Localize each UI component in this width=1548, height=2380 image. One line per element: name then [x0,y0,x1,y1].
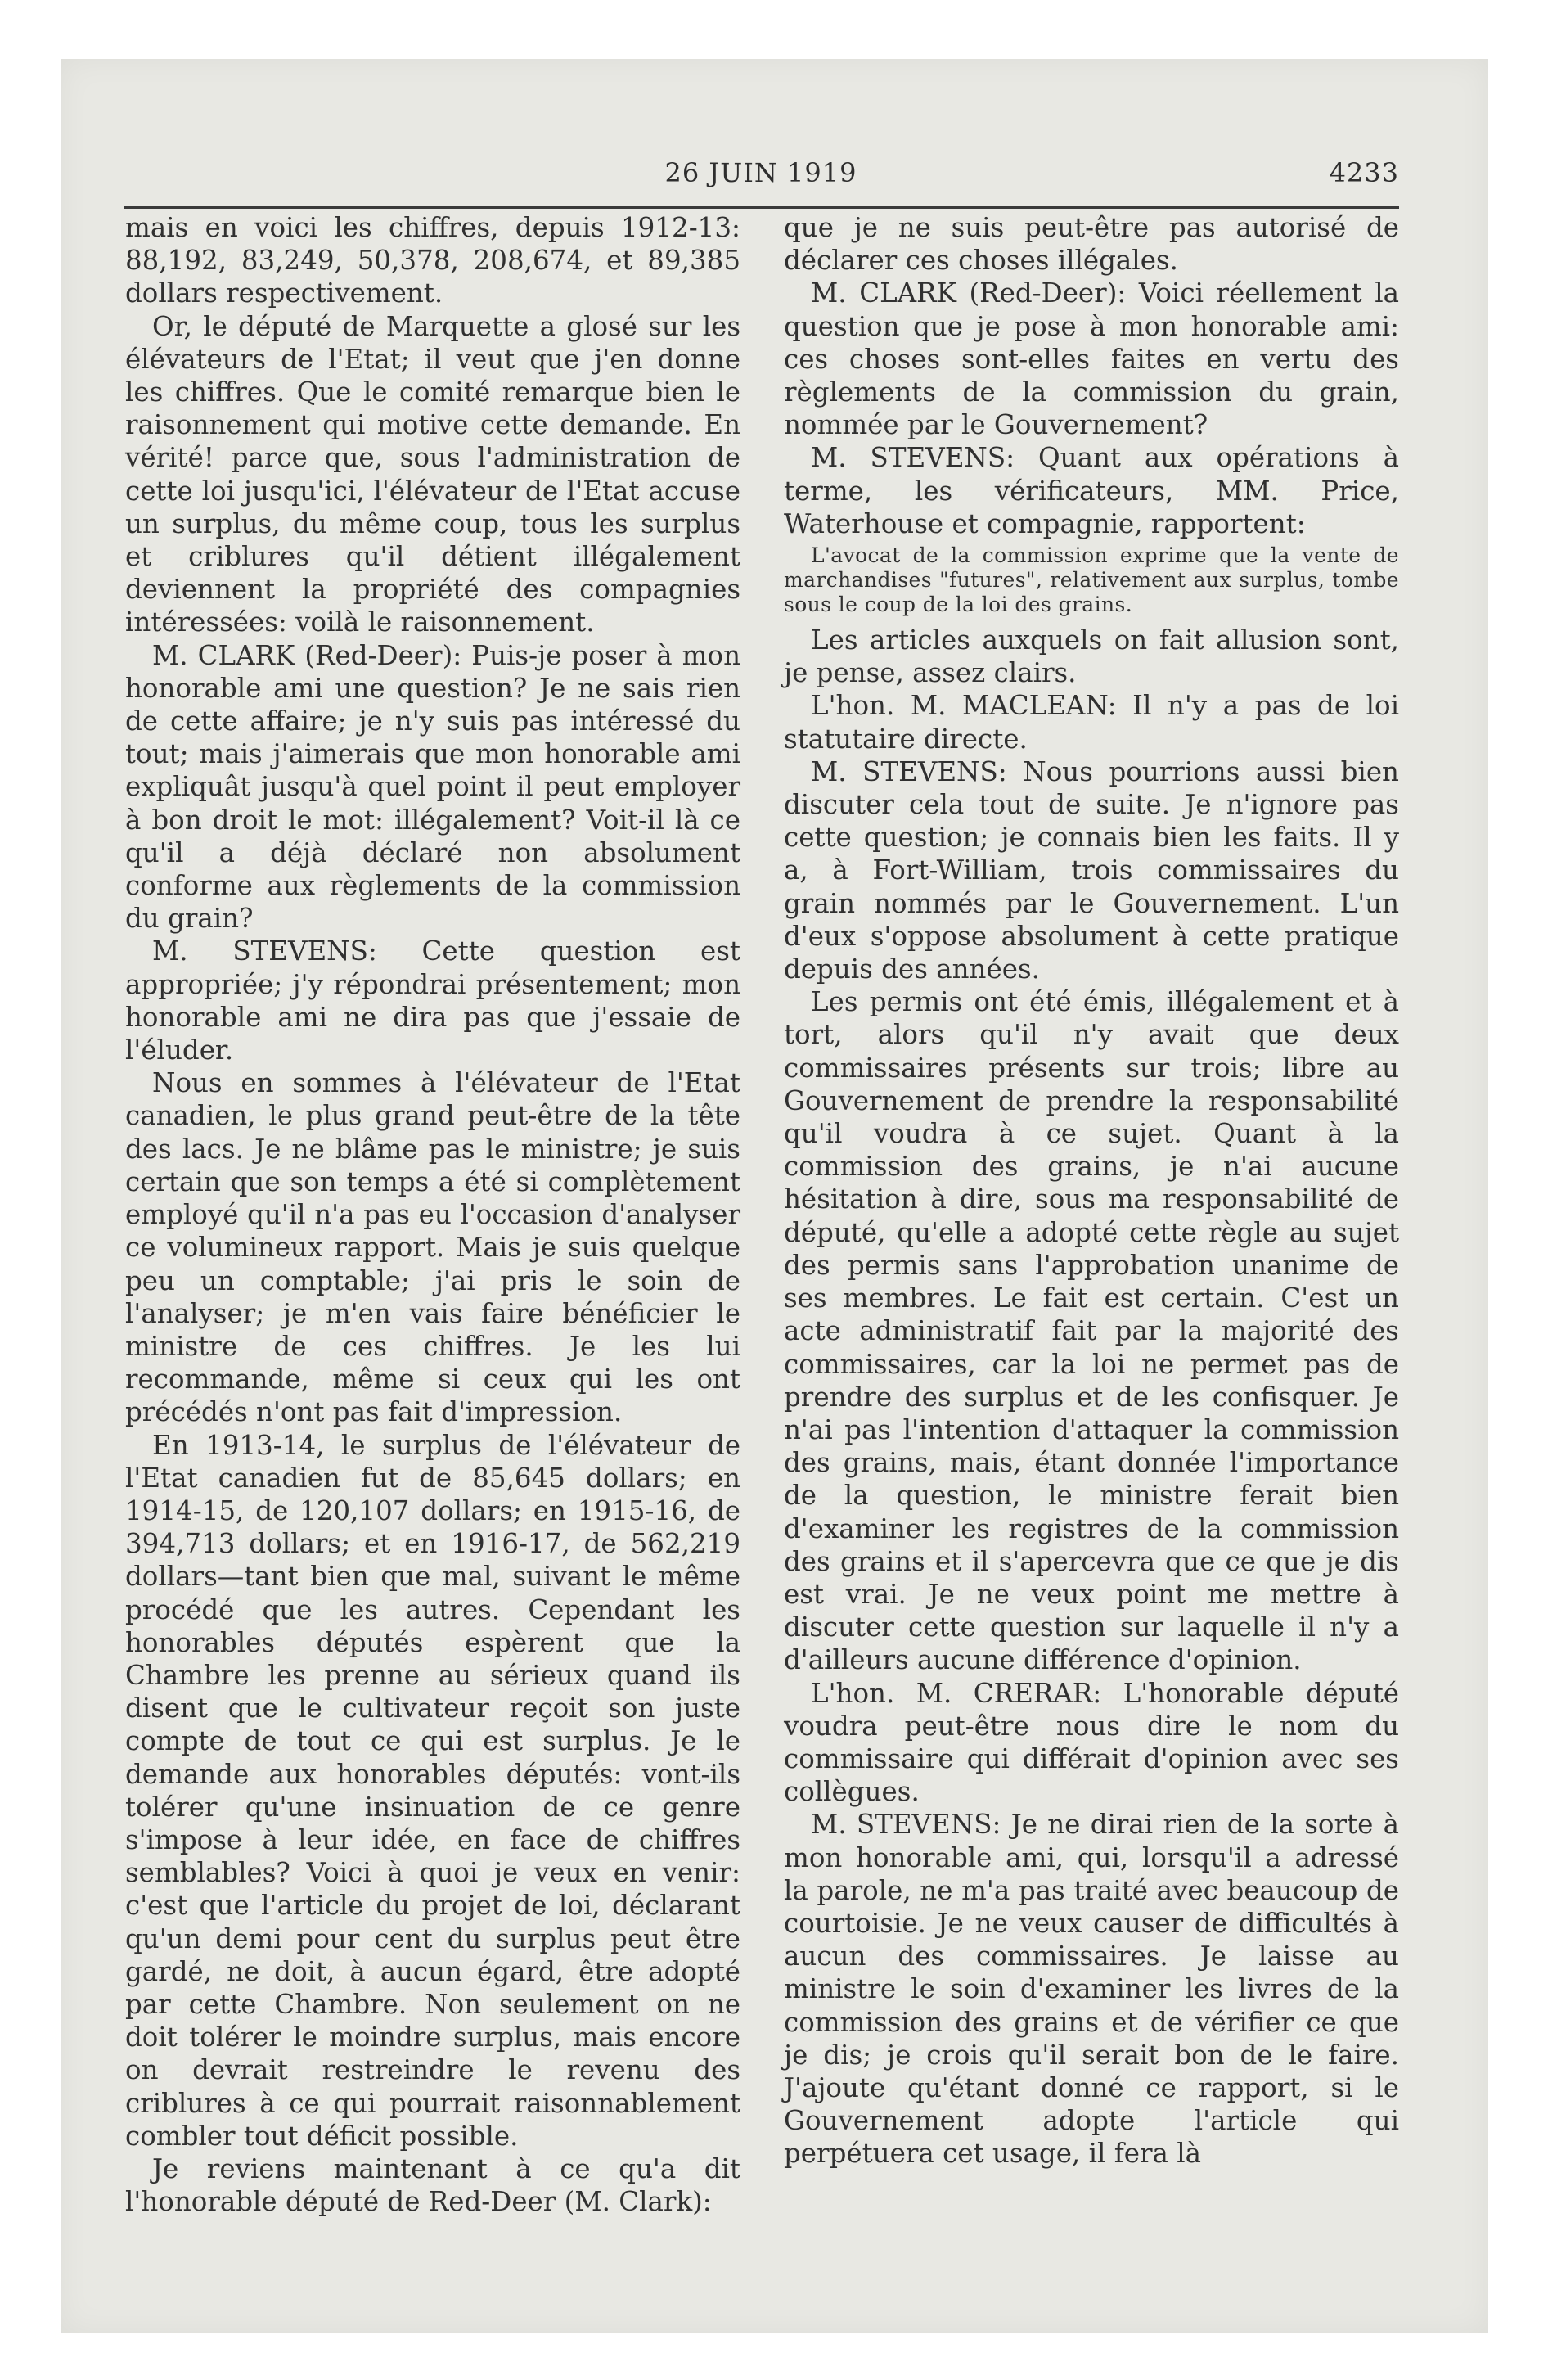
header-date: 26 JUIN 1919 [664,157,857,188]
header-rule [124,206,1399,209]
paragraph: L'hon. M. CRERAR: L'honorable député voudra peut-être nous dire le nom du commissaire qui différait d'opinion avec ses collègues. [784,1677,1399,1808]
paragraph: M. CLARK (Red-Deer): Voici réellement la question que je pose à mon honorable ami: ces choses sont-elles faites en vertu des règlements de la commission du grain, nommée par le Gouvernement? [784,277,1399,441]
block-quote: L'avocat de la commission exprime que la vente de marchandises "futures", relativement aux surplus, tombe sous le coup de la loi des grains. [784,543,1399,617]
page-number: 4233 [1329,157,1399,188]
paragraph: En 1913-14, le surplus de l'élévateur de l'Etat canadien fut de 85,645 dollars; en 1914-15, de 120,107 dollars; en 1915-16, de 394,713 dollars; et en 1916-17, de 562,219 dollars—tant bien que mal, suivant le même procédé que les autres. Cependant les honorables députés espèrent que la Chambre les prenne au sérieux quand ils disent que le cultivateur reçoit son juste compte de tout ce qui est surplus. Je le demande aux honorables députés: vont-ils tolérer qu'une insinuation de ce genre s'impose à leur idée, en face de chiffres semblables? Voici à quoi je veux en venir: c'est que l'article du projet de loi, déclarant qu'un demi pour cent du surplus peut être gardé, ne doit, à aucun égard, être adopté par cette Chambre. Non seulement on ne doit tolérer le moindre surplus, mais encore on devrait restreindre le revenu des criblures à ce qui pourrait raisonnablement combler tout déficit possible. [125,1429,740,2152]
paragraph: M. STEVENS: Quant aux opérations à terme, les vérificateurs, MM. Price, Waterhouse et compagnie, rapportent: [784,442,1399,539]
paragraph: Les permis ont été émis, illégalement et à tort, alors qu'il n'y avait que deux commissaires présents sur trois; libre au Gouvernement de prendre la responsabilité qu'il voudra à ce sujet. Quant à la commission des grains, je n'ai aucune hésitation à dire, sous ma responsabilité de député, qu'elle a adopté cette règle au sujet des permis sans l'approbation unanime de ses membres. Le fait est certain. C'est un acte administratif fait par la majorité des commissaires, car la loi ne permet pas de prendre des surplus et de les confisquer. Je n'ai pas l'intention d'attaquer la commission des grains, mais, étant donnée l'importance de la question, le ministre ferait bien d'examiner les registres de la commission des grains et il s'apercevra que ce que je dis est vrai. Je ne veux point me mettre à discuter cette question sur laquelle il n'y a d'ailleurs aucune différence d'opinion. [784,986,1399,1676]
paragraph: Nous en sommes à l'élévateur de l'Etat canadien, le plus grand peut-être de la tête des lacs. Je ne blâme pas le ministre; je suis certain que son temps a été si complètement employé qu'il n'a pas eu l'occasion d'analyser ce volumineux rapport. Mais je suis quelque peu un comptable; j'ai pris le soin de l'analyser; je m'en vais faire bénéficier le ministre de ces chiffres. Je les lui recommande, même si ceux qui les ont précédés n'ont pas fait d'impression. [125,1067,740,1428]
paragraph: M. STEVENS: Cette question est appropriée; j'y répondrai présentement; mon honorable ami ne dira pas que j'essaie de l'éluder. [125,935,740,1066]
paragraph: L'hon. M. MACLEAN: Il n'y a pas de loi statutaire directe. [784,690,1399,755]
right-column [784,211,1399,2170]
paragraph: Les articles auxquels on fait allusion sont, je pense, assez clairs. [784,624,1399,689]
paragraph: mais en voici les chiffres, depuis 1912-13: 88,192, 83,249, 50,378, 208,674, et 89,385 dollars respectivement. [125,212,740,309]
paragraph: que je ne suis peut-être pas autorisé de déclarer ces choses illégales. [784,212,1399,277]
page-header [123,157,1399,198]
paragraph: Je reviens maintenant à ce qu'a dit l'honorable député de Red-Deer (M. Clark): [125,2152,740,2218]
paragraph: M. STEVENS: Nous pourrions aussi bien discuter cela tout de suite. Je n'ignore pas cette question; je connais bien les faits. Il y a, à Fort-William, trois commissaires du grain nommés par le Gouvernement. L'un d'eux s'oppose absolument à cette pratique depuis des années. [784,755,1399,985]
paragraph: M. STEVENS: Je ne dirai rien de la sorte à mon honorable ami, qui, lorsqu'il a adressé la parole, ne m'a pas traité avec beaucoup de courtoisie. Je ne veux causer de difficultés à aucun des commissaires. Je laisse au ministre le soin d'examiner les livres de la commission des grains et de vérifier ce que je dis; je crois qu'il serait bon de le faire. J'ajoute qu'étant donné ce rapport, si le Gouvernement adopte l'article qui perpétuera cet usage, il fera là [784,1809,1399,2170]
paragraph: Or, le député de Marquette a glosé sur les élévateurs de l'Etat; il veut que j'en donne les chiffres. Que le comité remarque bien le raisonnement qui motive cette demande. En vérité! parce que, sous l'administration de cette loi jusqu'ici, l'élévateur de l'Etat accuse un surplus, du même coup, tous les surplus et criblures qu'il détient illégalement deviennent la propriété des compagnies intéressées: voilà le raisonnement. [125,310,740,638]
left-column [125,211,740,2218]
paragraph: M. CLARK (Red-Deer): Puis-je poser à mon honorable ami une question? Je ne sais rien de cette affaire; je n'y suis pas intéressé du tout; mais j'aimerais que mon honorable ami expliquât jusqu'à quel point il peut employer à bon droit le mot: illégalement? Voit-il là ce qu'il a déjà déclaré non absolument conforme aux règlements de la commission du grain? [125,639,740,935]
